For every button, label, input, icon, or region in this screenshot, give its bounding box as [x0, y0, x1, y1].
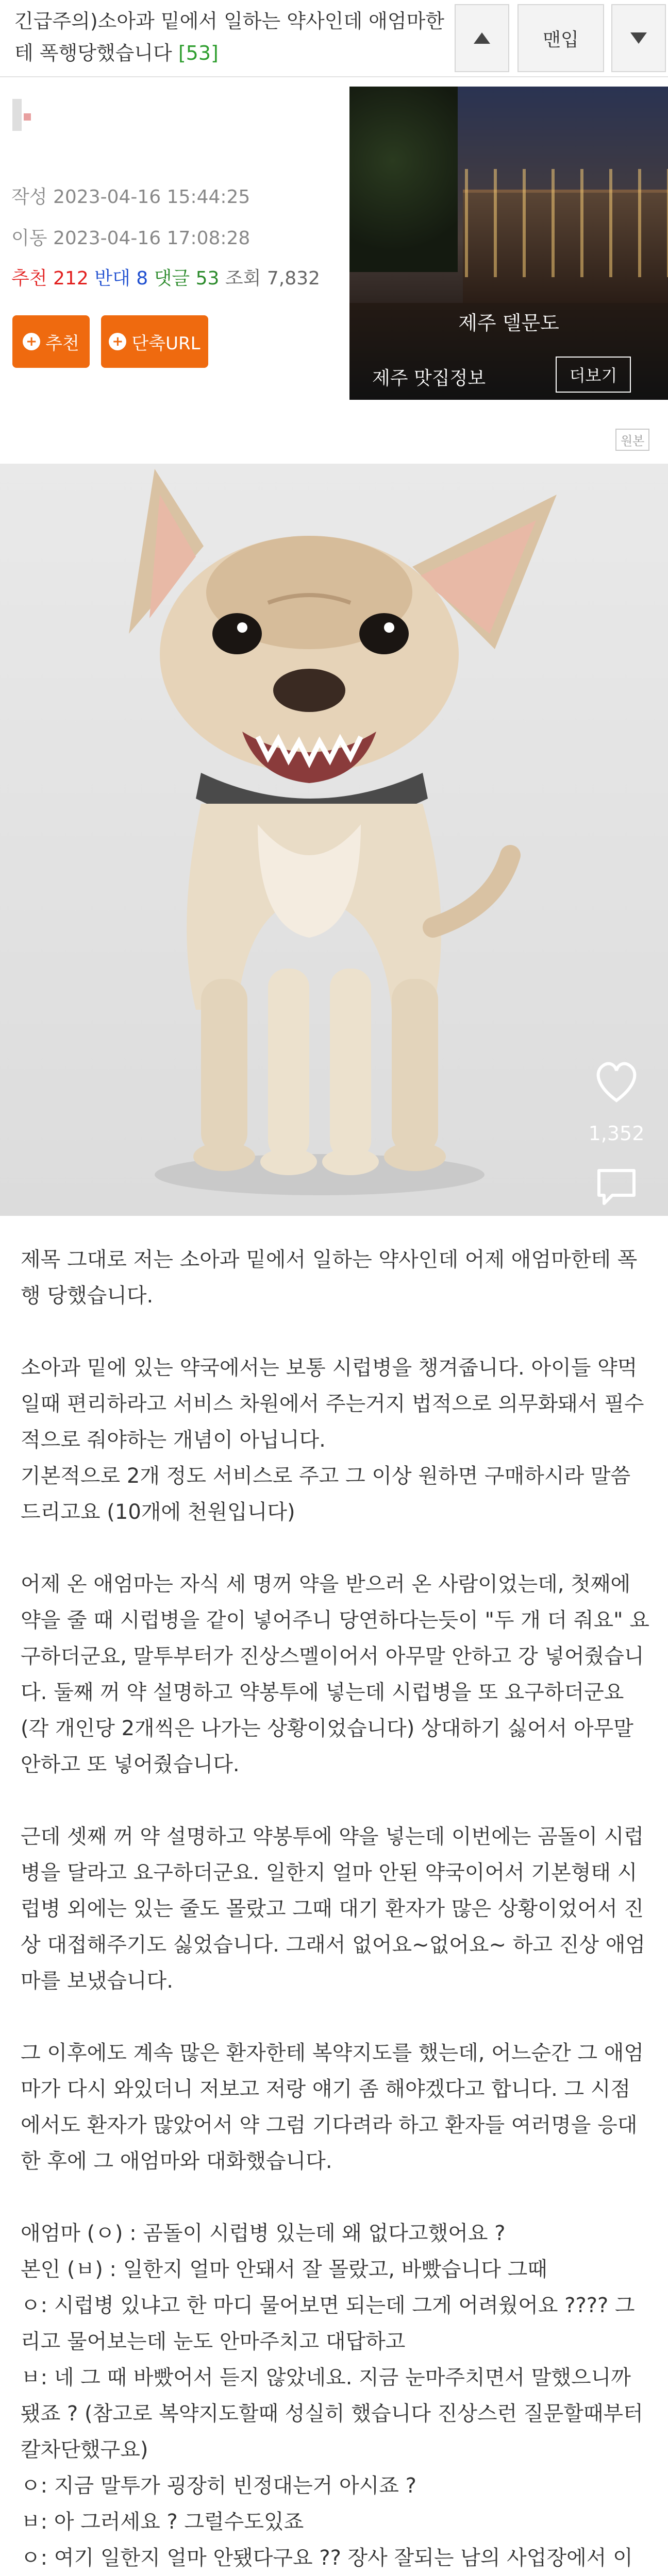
- article-paragraph: 애엄마 (ㅇ) : 곰돌이 시럽병 있는데 왜 없다고했어요 ? 본인 (ㅂ) : 일한지 얼마 안돼서 잘 몰랐고, 바빴습니다 그때 ㅇ: 시럽병 있냐고 한 마디 물어보면 되는데 그게 어려웠어요 ???? 그리고 물어보는데 눈도 안마주치고 대답하고 ㅂ: 네 그 때 바빴어서 듣지 않았네요. 지금 눈마주치면서 말했으니까 됐죠 ? (참고로 복약지도할때 성실히 했습니다 진상스런 질문할때부터 칼차단했구요) ㅇ: 지금 말투가 굉장히 빈정대는거 아시죠 ? ㅂ: 아 그러세요 ? 그럴수도있죠 ㅇ: 여기 일한지 얼마 안됐다구요 ?? 장사 잘되는 남의 사업장에서 이: [21, 2222, 643, 2570]
- comment-bubble-icon: [595, 1166, 638, 1208]
- like-button[interactable]: [592, 1057, 641, 1107]
- ad-banner[interactable]: [349, 87, 668, 400]
- recommend-button-label: 추천: [45, 333, 79, 354]
- comment-count-badge[interactable]: [53]: [178, 42, 219, 64]
- scroll-down-button[interactable]: [611, 4, 666, 72]
- post-image: [0, 464, 668, 1216]
- oppose-count: 8: [136, 268, 148, 289]
- article-paragraph: 그 이후에도 계속 많은 환자한테 복약지도를 했는데, 어느순간 그 애엄마가 다시 와있더니 저보고 저랑 얘기 좀 해야겠다고 합니다. 그 시점에서도 환자가 많았어서 약 그럼 기다려라 하고 환자들 여러명을 응대한 후에 그 애엄마와 대화했습니다.: [21, 2041, 644, 2173]
- short-url-button-label: 단축URL: [131, 333, 201, 354]
- comment-stat-count: 53: [195, 268, 220, 289]
- post-title-text: 긴급주의)소아과 밑에서 일하는 약사인데 애엄마한테 폭행당했습니다: [14, 10, 445, 64]
- ad-photo-lights: [453, 169, 668, 277]
- source-label[interactable]: 원본: [615, 429, 649, 451]
- title-bar: [0, 0, 668, 77]
- author-level-icon: [24, 113, 31, 121]
- comment-label: 댓글: [154, 268, 190, 289]
- article-paragraph: 어제 온 애엄마는 자식 세 명꺼 약을 받으러 온 사람이었는데, 첫째에 약을 줄 때 시럽병을 같이 넣어주니 당연하다는듯이 "두 개 더 줘요" 요구하더군요, 말투부터가 진상스멜이어서 아무말 안하고 강 넣어줬습니다. 둘째 꺼 약 설명하고 약봉투에 넣는데 시럽병을 또 요구하더군요 (각 개인당 2개씩은 나가는 상황이었습니다) 상대하기 싫어서 아무말 안하고 또 넣어줬습니다.: [21, 1572, 649, 1776]
- ad-subtitle: 제주 맛집정보: [372, 368, 486, 389]
- views-label: 조회: [225, 268, 261, 289]
- article-paragraph: 제목 그대로 저는 소아과 밑에서 일하는 약사인데 어제 애엄마한테 폭행 당했습니다.: [21, 1248, 638, 1308]
- ad-title: 제주 델문도: [458, 312, 559, 334]
- recommend-count: 212: [53, 268, 89, 289]
- post-stats: [11, 264, 320, 290]
- article-paragraph: 소아과 밑에 있는 약국에서는 보통 시럽병을 챙겨줍니다. 아이들 약먹일때 편리하라고 서비스 차원에서 주는거지 법적으로 의무화돼서 필수적으로 줘야하는 개념이 아닙니다. 기본적으로 2개 정도 서비스로 주고 그 이상 원하면 구매하시라 말씀드리고요 (10개에 천원입니다): [21, 1356, 644, 1524]
- arrow-down-icon: [628, 30, 649, 46]
- ad-more-button[interactable]: 더보기: [556, 357, 631, 393]
- scroll-up-button[interactable]: [455, 4, 509, 72]
- oppose-label: 반대: [94, 268, 130, 289]
- best-button[interactable]: 맨입: [517, 4, 604, 72]
- ad-photo-tree: [349, 87, 458, 272]
- post-meta: [0, 77, 344, 392]
- heart-icon: [592, 1057, 641, 1107]
- article-paragraph: 근데 셋째 꺼 약 설명하고 약봉투에 약을 넣는데 이번에는 곰돌이 시럽병을 달라고 요구하더군요. 일한지 얼마 안된 약국이어서 기본형태 시럽병 외에는 있는 줄도 몰랐고 그때 대기 환자가 많은 상황이었어서 진상 대접해주기도 싫었습니다. 그래서 없어요~없어요~ 하고 진상 애엄마를 보냈습니다.: [21, 1825, 646, 1993]
- arrow-up-icon: [472, 30, 492, 46]
- short-url-button[interactable]: [101, 315, 208, 368]
- plus-icon: +: [109, 333, 126, 350]
- author-avatar[interactable]: [12, 99, 22, 131]
- article-body: [21, 1242, 649, 2576]
- chihuahua-image: [0, 464, 668, 1216]
- views-count: 7,832: [266, 268, 320, 289]
- moved-date: 이동 2023-04-16 17:08:28: [11, 228, 250, 249]
- plus-icon: +: [23, 333, 40, 350]
- comment-button[interactable]: [595, 1166, 638, 1208]
- like-count: 1,352: [588, 1122, 645, 1145]
- recommend-label: 추천: [11, 268, 47, 289]
- created-date: 작성 2023-04-16 15:44:25: [11, 187, 250, 208]
- recommend-button[interactable]: [12, 315, 90, 368]
- post-title: [14, 5, 447, 69]
